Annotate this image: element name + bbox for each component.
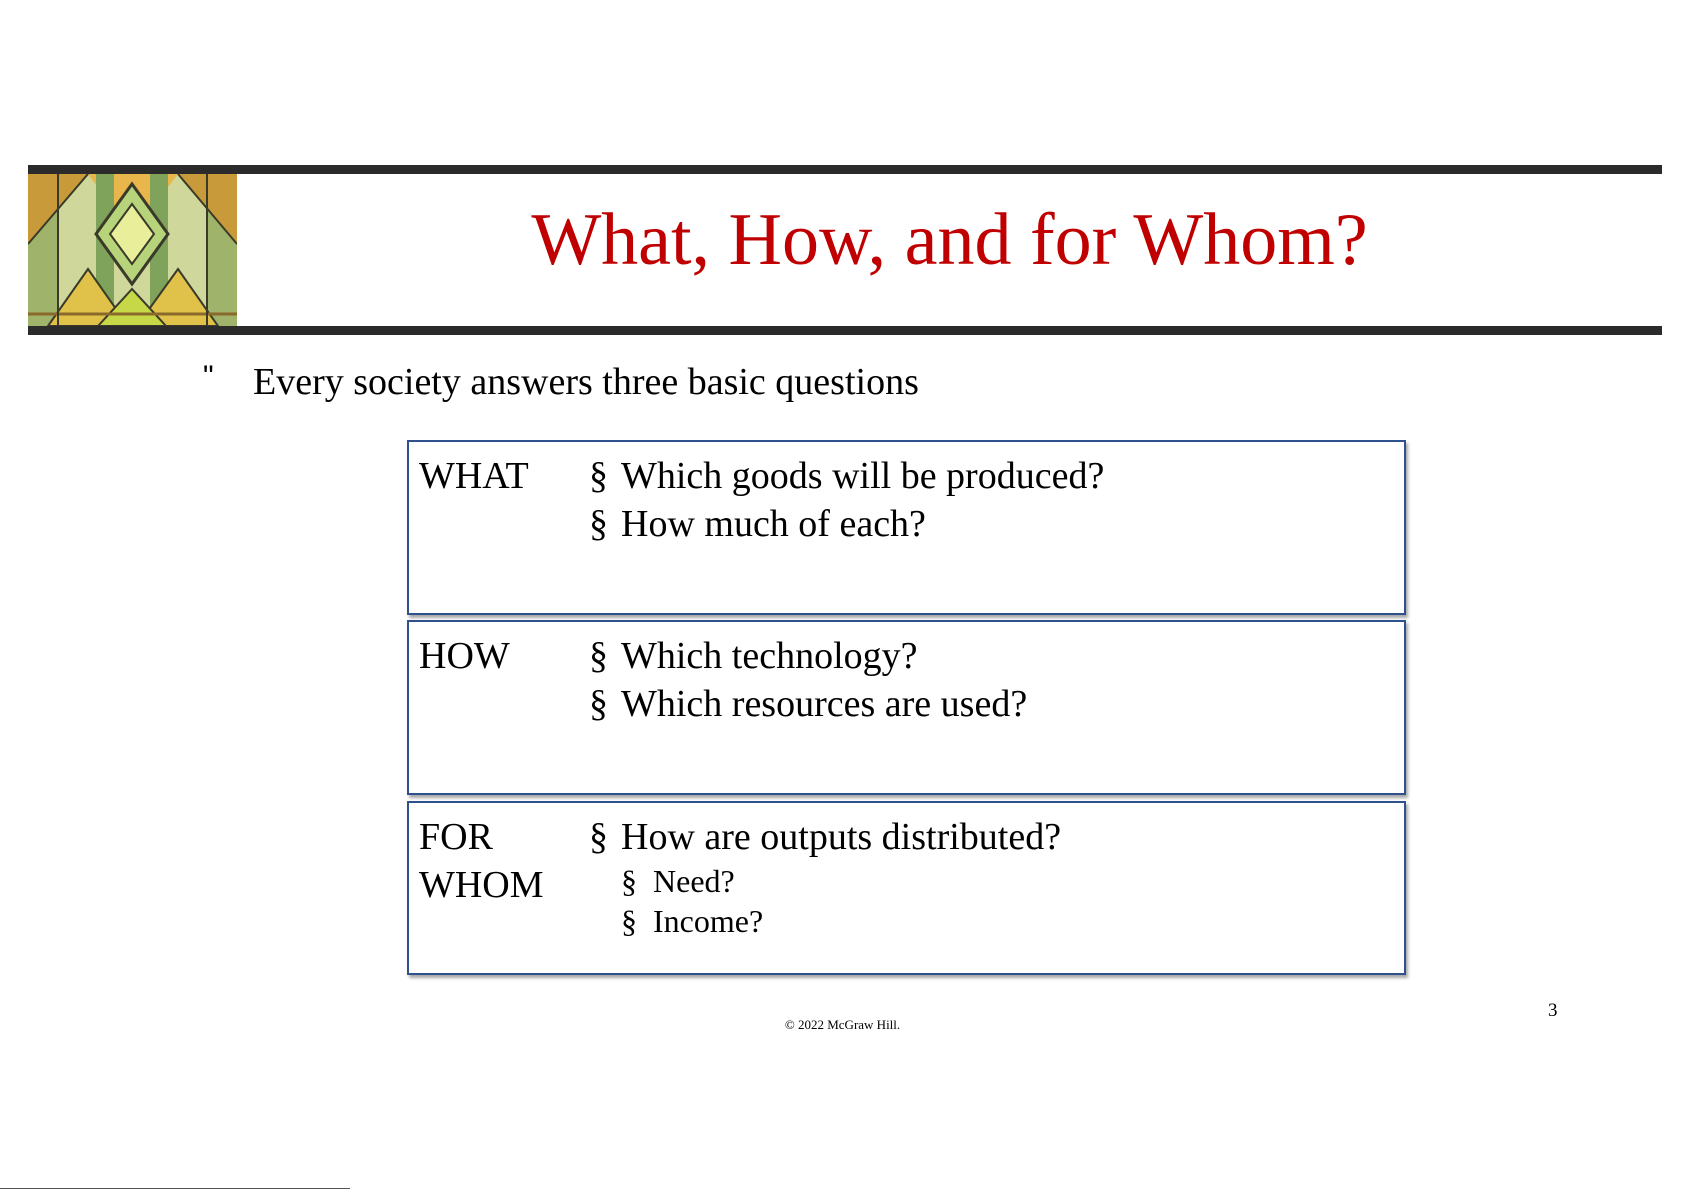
question-item-text: Which resources are used? [621, 683, 1028, 725]
question-item-text: How are outputs distributed? [621, 816, 1062, 858]
copyright-notice: © 2022 McGraw Hill. [784, 1017, 901, 1032]
stained-glass-logo [28, 174, 237, 326]
question-label-line: WHAT [419, 455, 529, 497]
question-subitem [589, 901, 1061, 941]
question-item [589, 680, 1027, 728]
bottom-divider [0, 1188, 350, 1189]
question-label-line: HOW [419, 635, 510, 677]
question-subitem [589, 861, 1061, 901]
bullet-text: Every society answers three basic questions [253, 361, 919, 403]
section-bullet: § [589, 455, 608, 497]
question-item-text: How much of each? [621, 503, 926, 545]
question-item [589, 813, 1061, 861]
question-subitem-text: Income? [653, 903, 764, 939]
question-label [419, 813, 544, 909]
section-bullet: § [589, 816, 608, 858]
header-rule-top [28, 165, 1662, 174]
question-items [589, 632, 1027, 728]
question-item [589, 452, 1104, 500]
section-bullet: § [621, 903, 637, 939]
question-box-how [407, 620, 1406, 795]
page-number: 3 [1548, 1000, 1558, 1021]
question-label-line: FOR [419, 816, 493, 858]
question-item-text: Which goods will be produced? [621, 455, 1105, 497]
question-label [419, 632, 510, 680]
header-rule-bottom [28, 326, 1662, 335]
section-bullet: § [589, 503, 608, 545]
section-bullet: § [589, 683, 608, 725]
slide-title: What, How, and for Whom? [531, 199, 1368, 281]
question-box-for-whom [407, 801, 1406, 975]
question-item-text: Which technology? [621, 635, 918, 677]
question-item [589, 500, 1104, 548]
question-label [419, 452, 529, 500]
question-subitem-text: Need? [653, 863, 735, 899]
section-bullet: § [589, 635, 608, 677]
question-label-line: WHOM [419, 864, 544, 906]
bullet-marker: " [203, 360, 214, 393]
question-items [589, 452, 1104, 548]
question-box-what [407, 440, 1406, 615]
question-items [589, 813, 1061, 941]
section-bullet: § [621, 863, 637, 899]
question-item [589, 632, 1027, 680]
